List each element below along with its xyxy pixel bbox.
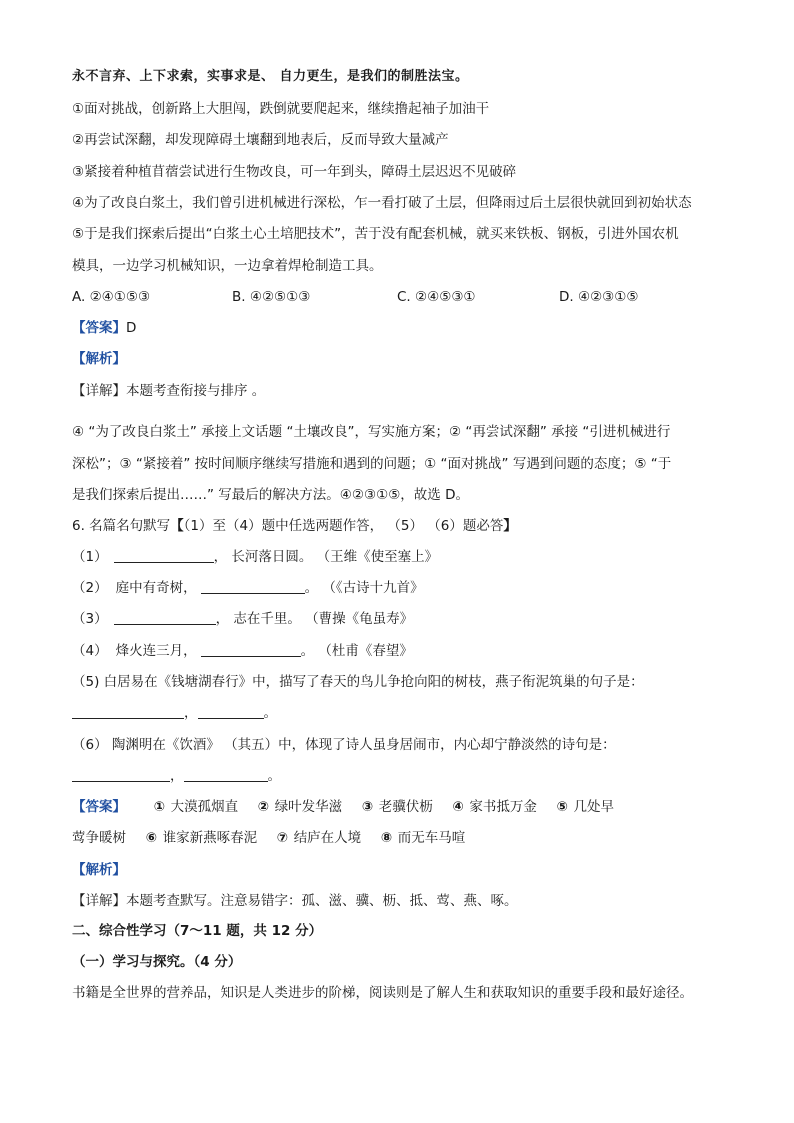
answer-label: 【答案】 [72, 799, 126, 815]
q5-detail-line-2: 深松”；③ “紧接着” 按时间顺序继续写措施和遇到的问题；① “面对挑战” 写遇到问题的态度；⑤ “于 [72, 456, 672, 472]
q5-analysis-label [72, 350, 126, 368]
q6-item-5: （5) 白居易在《钱塘湖春行》中，描写了春天的鸟儿争抢向阳的树枝，燕子衔泥筑巢的句子是： [72, 674, 644, 690]
q6-title-note: （1）至（4）题中任选两题作答， （5） （6）题必答 [183, 518, 504, 534]
q6-analysis-label [72, 861, 126, 879]
answer-blank[interactable] [198, 704, 264, 719]
section-2-text: 书籍是全世界的营养品，知识是人类进步的阶梯，阅读则是了解人生和获取知识的重要手段和最好途径。 [72, 985, 693, 1001]
intro-line: 永不言弃、上下求索，实事求是、 自力更生，是我们的制胜法宝。 [72, 69, 469, 84]
option-c: C. ②④⑤③① [397, 289, 476, 305]
section-2-subtitle: （一）学习与探究。（4 分） [72, 954, 242, 970]
q6-answer-line-2: 莺争暖树 ⑥ 谁家新燕啄春泥 ⑦ 结庐在人境 ⑧ 而无车马喧 [72, 830, 466, 846]
option-d: D. ④②③①⑤ [559, 289, 639, 305]
q6-item-2: （2） 庭中有奇树， 。 （《古诗十九首》 [72, 580, 424, 596]
answer-blank[interactable] [114, 548, 214, 563]
q6-item-6: （6） 陶渊明在《饮酒》 （其五）中，体现了诗人虽身居闹市，内心却宁静淡然的诗句是： [72, 737, 616, 753]
sentence-1: ①面对挑战，创新路上大胆闯，跌倒就要爬起来，继续撸起袖子加油干 [72, 101, 490, 117]
q5-answer-value: D [126, 320, 137, 336]
q5-detail-intro: 【详解】本题考查衔接与排序 。 [72, 383, 266, 399]
answer-blank[interactable] [72, 767, 170, 782]
answer-blank[interactable] [201, 579, 305, 594]
sentence-3: ③紧接着种植苜蓿尝试进行生物改良，可一年到头，障碍土层迟迟不见破碎 [72, 164, 517, 180]
answer-blank[interactable] [114, 610, 216, 625]
answer-blank[interactable] [184, 767, 268, 782]
q6-item-6-blanks: ， 。 [72, 767, 281, 785]
q6-item-3: （3） ， 志在千里。 （曹操《龟虽寿》 [72, 611, 414, 627]
q6-title-text: 6. 名篇名句默写 [72, 518, 171, 534]
sentence-4: ④为了改良白浆土，我们曾引进机械进行深松，乍一看打破了土层，但降雨过后土层很快就回到初始状态 [72, 195, 692, 211]
analysis-label: 【解析】 [72, 862, 126, 878]
sentence-5-cont: 模具，一边学习机械知识，一边拿着焊枪制造工具。 [72, 258, 383, 274]
q6-item-5-blanks: ， 。 [72, 704, 277, 722]
sentence-5: ⑤于是我们探索后提出“白浆土心土培肥技术”，苦于没有配套机械，就买来铁板、钢板，引进外国农机 [72, 226, 679, 242]
q6-item-4: （4） 烽火连三月， 。 （杜甫《春望》 [72, 643, 413, 659]
section-2-title: 二、综合性学习（7～11 题，共 12 分） [72, 923, 323, 939]
q6-item-1: （1） ， 长河落日圆。 （王维《使至塞上》 [72, 549, 439, 565]
q5-detail-line-3: 是我们探索后提出……” 写最后的解决方法。④②③①⑤，故选 D。 [72, 487, 469, 503]
q6-detail: 【详解】本题考查默写。注意易错字：孤、滋、骥、枥、抵、莺、燕、啄。 [72, 893, 518, 909]
answer-blank[interactable] [201, 642, 301, 657]
answer-blank[interactable] [72, 704, 184, 719]
q5-detail-line-1: ④ “为了改良白浆土” 承接上文话题 “土壤改良”，写实施方案；② “再尝试深翻” 承接 “引进机械进行 [72, 424, 671, 440]
q6-answer-line-1: 【答案】 ① 大漠孤烟直 ② 绿叶发华滋 ③ 老骥伏枥 ④ 家书抵万金 ⑤ 几处早 [72, 799, 614, 815]
option-b: B. ④②⑤①③ [232, 289, 311, 305]
option-a: A. ②④①⑤③ [72, 289, 151, 305]
sentence-2: ②再尝试深翻，却发现障碍土壤翻到地表后，反而导致大量减产 [72, 132, 449, 148]
analysis-label: 【解析】 [72, 351, 126, 367]
q5-answer-line [72, 319, 136, 337]
answer-label: 【答案】 [72, 320, 126, 336]
q6-title: 6. 名篇名句默写【（1）至（4）题中任选两题作答， （5） （6）题必答】 [72, 518, 517, 534]
